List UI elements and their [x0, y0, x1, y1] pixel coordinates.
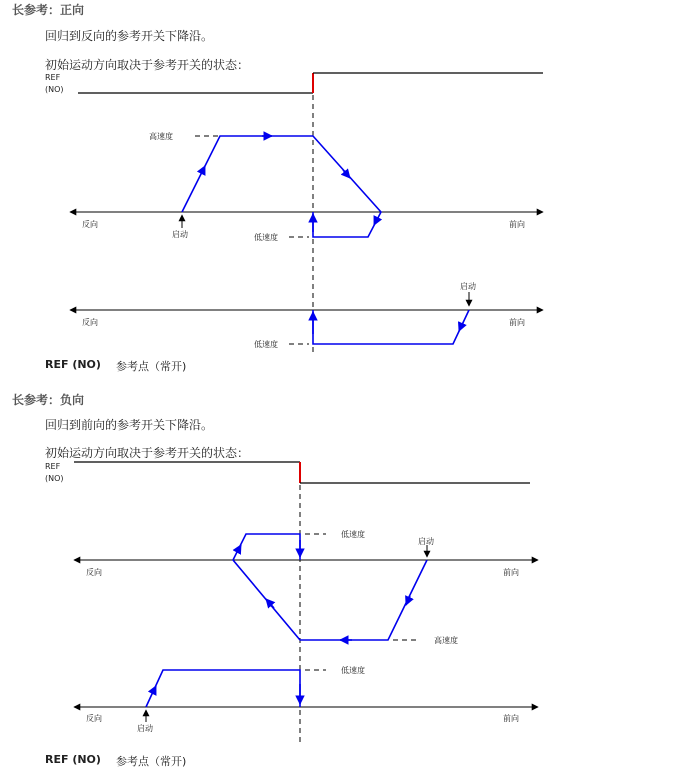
section2-heading: 长参考：负向 [12, 393, 85, 407]
diagram2-start2-label: 启动 [137, 724, 153, 733]
diagram2-low-speed2-label: 低速度 [341, 666, 365, 675]
section2-legend-ref: REF (NO) [45, 753, 101, 766]
diagram2-ref-label: REF [45, 462, 61, 471]
diagram1-axis1-reverse: 反向 [82, 220, 98, 229]
diagram2-axis2-reverse: 反向 [86, 714, 102, 723]
diagram2-high-speed-label: 高速度 [434, 636, 458, 645]
diagram2 [45, 462, 538, 745]
section2-intro: 初始运动方向取决于参考开关的状态： [45, 446, 250, 460]
diagram1-start2-label: 启动 [460, 282, 476, 291]
diagram2-axis1-forward: 前向 [503, 568, 519, 577]
diagram2-ref-no-label: (NO) [45, 474, 64, 483]
diagram2-axis1-reverse: 反向 [86, 568, 102, 577]
diagram1-trajectory-1 [182, 136, 381, 237]
diagram2-trajectory-1 [233, 534, 427, 640]
diagram2-traj1-arrow-c [266, 599, 274, 608]
diagram2-traj1-arrow-d [237, 545, 241, 552]
diagram1-low-speed1-label: 低速度 [254, 233, 278, 242]
section1-legend-desc: 参考点（常开) [116, 360, 187, 373]
diagram1-trajectory-2 [313, 310, 469, 344]
diagram1-start1-label: 启动 [172, 230, 188, 239]
diagram1-axis2-reverse: 反向 [82, 318, 98, 327]
diagram1-ref-label: REF [45, 73, 61, 82]
diagram1-traj1-arrow-a [201, 166, 205, 174]
diagram1-ref-no-label: (NO) [45, 85, 64, 94]
diagram1-axis2-forward: 前向 [509, 318, 525, 327]
diagram1-low-speed2-label: 低速度 [254, 340, 278, 349]
section1-intro: 初始运动方向取决于参考开关的状态： [45, 58, 250, 72]
section1-heading: 长参考：正向 [12, 3, 85, 17]
section1-legend-ref: REF (NO) [45, 358, 101, 371]
diagram1-axis1-forward: 前向 [509, 220, 525, 229]
diagram2-trajectory-2 [146, 670, 300, 707]
diagram1-traj1-arrow-c [343, 170, 350, 178]
section2-description: 回归到前向的参考开关下降沿。 [45, 418, 214, 432]
diagram1 [45, 73, 543, 355]
diagram2-traj2-arrow-a [152, 686, 156, 694]
diagram1-high-speed-label: 高速度 [149, 132, 173, 141]
diagram2-start1-label: 启动 [418, 537, 434, 546]
diagram2-axis2-forward: 前向 [503, 714, 519, 723]
section2-legend-desc: 参考点（常开) [116, 755, 187, 768]
diagram2-low-speed1-label: 低速度 [341, 530, 365, 539]
section1-description: 回归到反向的参考开关下降沿。 [45, 29, 214, 43]
